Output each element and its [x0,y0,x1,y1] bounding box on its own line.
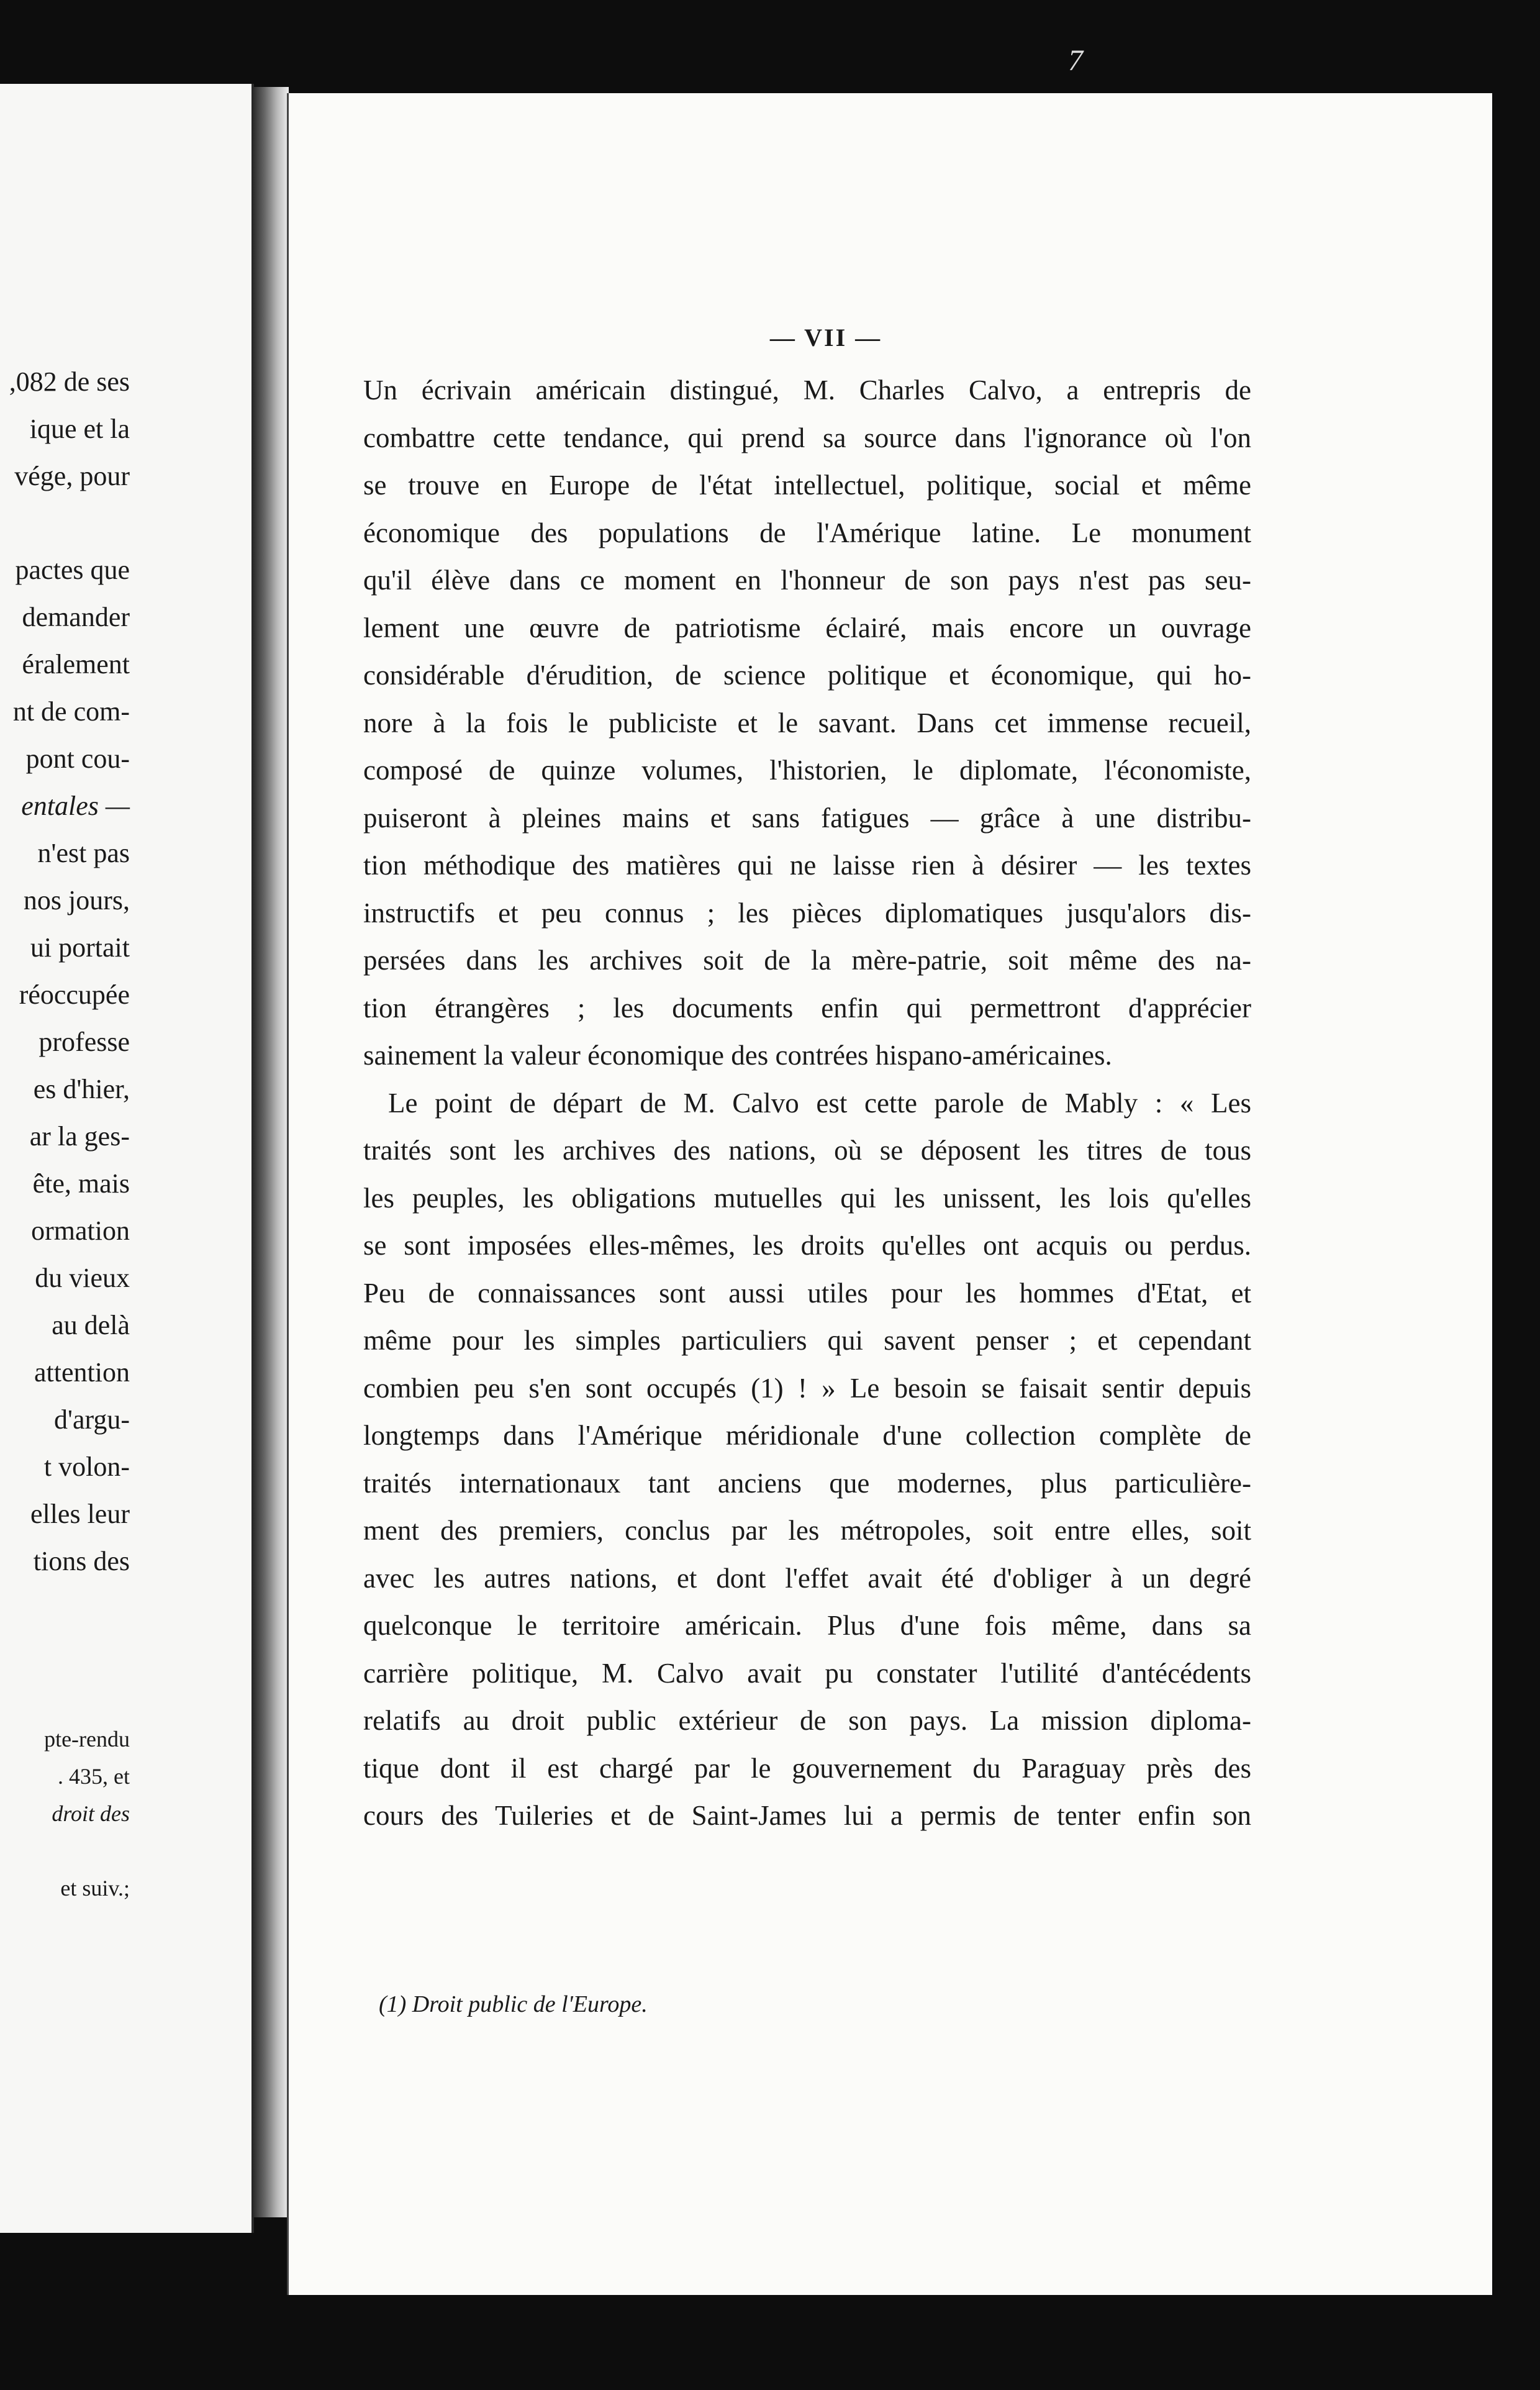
left-line: ique et la [29,414,130,444]
left-page [0,84,254,2233]
right-page [287,93,1492,2295]
text-line: ment des premiers, conclus par les métropoles, soit entre elles, soit [363,1515,1251,1546]
page-folio: — VII — [769,324,882,352]
text-line: même pour les simples particuliers qui savent penser ; et cependant [363,1325,1251,1356]
left-line: nt de com- [12,696,130,727]
text-line: longtemps dans l'Amérique méridionale d'une collection complète de [363,1420,1251,1451]
left-line: t volon- [43,1452,130,1482]
text-line: combattre cette tendance, qui prend sa source dans l'ignorance où l'on [363,422,1251,453]
left-line: au delà [52,1310,130,1340]
left-line: d'argu- [54,1404,130,1435]
text-line: nore à la fois le publiciste et le savant. Dans cet immense recueil, [363,707,1251,738]
text-line: quelconque le territoire américain. Plus d'une fois même, dans sa [363,1610,1251,1641]
text-line: se sont imposées elles-mêmes, les droits qu'elles ont acquis ou perdus. [363,1230,1251,1261]
left-note-line: droit des [52,1801,130,1826]
text-line: traités sont les archives des nations, où se déposent les titres de tous [363,1135,1251,1166]
left-line: demander [22,602,130,632]
left-line: nos jours, [23,885,130,916]
page-marker: 7 [1068,44,1083,77]
text-line: Un écrivain américain distingué, M. Charles Calvo, a entrepris de [363,375,1251,406]
text-line: puiseront à pleines mains et sans fatigues — grâce à une distribu- [363,802,1251,834]
left-note-line: et suiv.; [60,1876,130,1901]
left-line: éralement [22,649,130,679]
text-line: sainement la valeur économique des contrées hispano-américaines. [363,1040,1112,1071]
left-line: entales — [21,791,130,821]
text-line: qu'il élève dans ce moment en l'honneur de son pays n'est pas seu- [363,565,1251,596]
text-line: Peu de connaissances sont aussi utiles pour les hommes d'Etat, et [363,1277,1251,1309]
text-line: avec les autres nations, et dont l'effet avait été d'obliger à un degré [363,1562,1251,1594]
text-line: combien peu s'en sont occupés (1) ! » Le besoin se faisait sentir depuis [363,1372,1251,1404]
left-line: es d'hier, [33,1074,130,1104]
text-line: considérable d'érudition, de science politique et économique, qui ho- [363,660,1251,691]
text-line: instructifs et peu connus ; les pièces diplomatiques jusqu'alors dis- [363,897,1251,929]
text-line: les peuples, les obligations mutuelles qui les unissent, les lois qu'elles [363,1182,1251,1214]
left-line: ormation [31,1215,130,1246]
text-line: se trouve en Europe de l'état intellectuel, politique, social et même [363,470,1251,501]
body-text [363,366,1251,1840]
left-line: pont cou- [25,743,130,774]
left-note-line: . 435, et [58,1764,130,1789]
text-line: cours des Tuileries et de Saint-James lui a permis de tenter enfin son [363,1800,1251,1831]
text-line: tion méthodique des matières qui ne laisse rien à désirer — les textes [363,850,1251,881]
footnote: (1) Droit public de l'Europe. [379,1991,648,2017]
text-line: relatifs au droit public extérieur de son pays. La mission diploma- [363,1705,1251,1736]
left-line: vége, pour [14,461,130,491]
left-note-line: pte-rendu [44,1727,130,1752]
left-line: pactes que [15,555,130,585]
text-line: économique des populations de l'Amérique latine. Le monument [363,517,1251,548]
text-line: traités internationaux tant anciens que modernes, plus particulière- [363,1467,1251,1499]
left-line: ar la ges- [29,1121,130,1152]
text-line: tion étrangères ; les documents enfin qui permettront d'apprécier [363,992,1251,1024]
text-line: Le point de départ de M. Calvo est cette parole de Mably : « Les [388,1087,1251,1119]
left-line: professe [38,1027,130,1057]
text-line: tique dont il est chargé par le gouvernement du Paraguay près des [363,1752,1251,1784]
left-line: ête, mais [32,1168,130,1199]
book-gutter [251,87,289,2217]
text-line: persées dans les archives soit de la mère-patrie, soit même des na- [363,945,1251,976]
text-line: carrière politique, M. Calvo avait pu constater l'utilité d'antécédents [363,1657,1251,1689]
left-line: tions des [33,1546,130,1576]
left-line: n'est pas [37,838,130,868]
left-line: réoccupée [19,979,130,1010]
left-line: attention [34,1357,130,1388]
text-line: lement une œuvre de patriotisme éclairé, mais encore un ouvrage [363,612,1251,643]
left-line: du vieux [35,1263,130,1293]
left-line: elles leur [30,1499,130,1529]
text-line: composé de quinze volumes, l'historien, le diplomate, l'économiste, [363,755,1251,786]
left-line: ui portait [30,932,130,963]
left-line: ,082 de ses [9,366,130,397]
